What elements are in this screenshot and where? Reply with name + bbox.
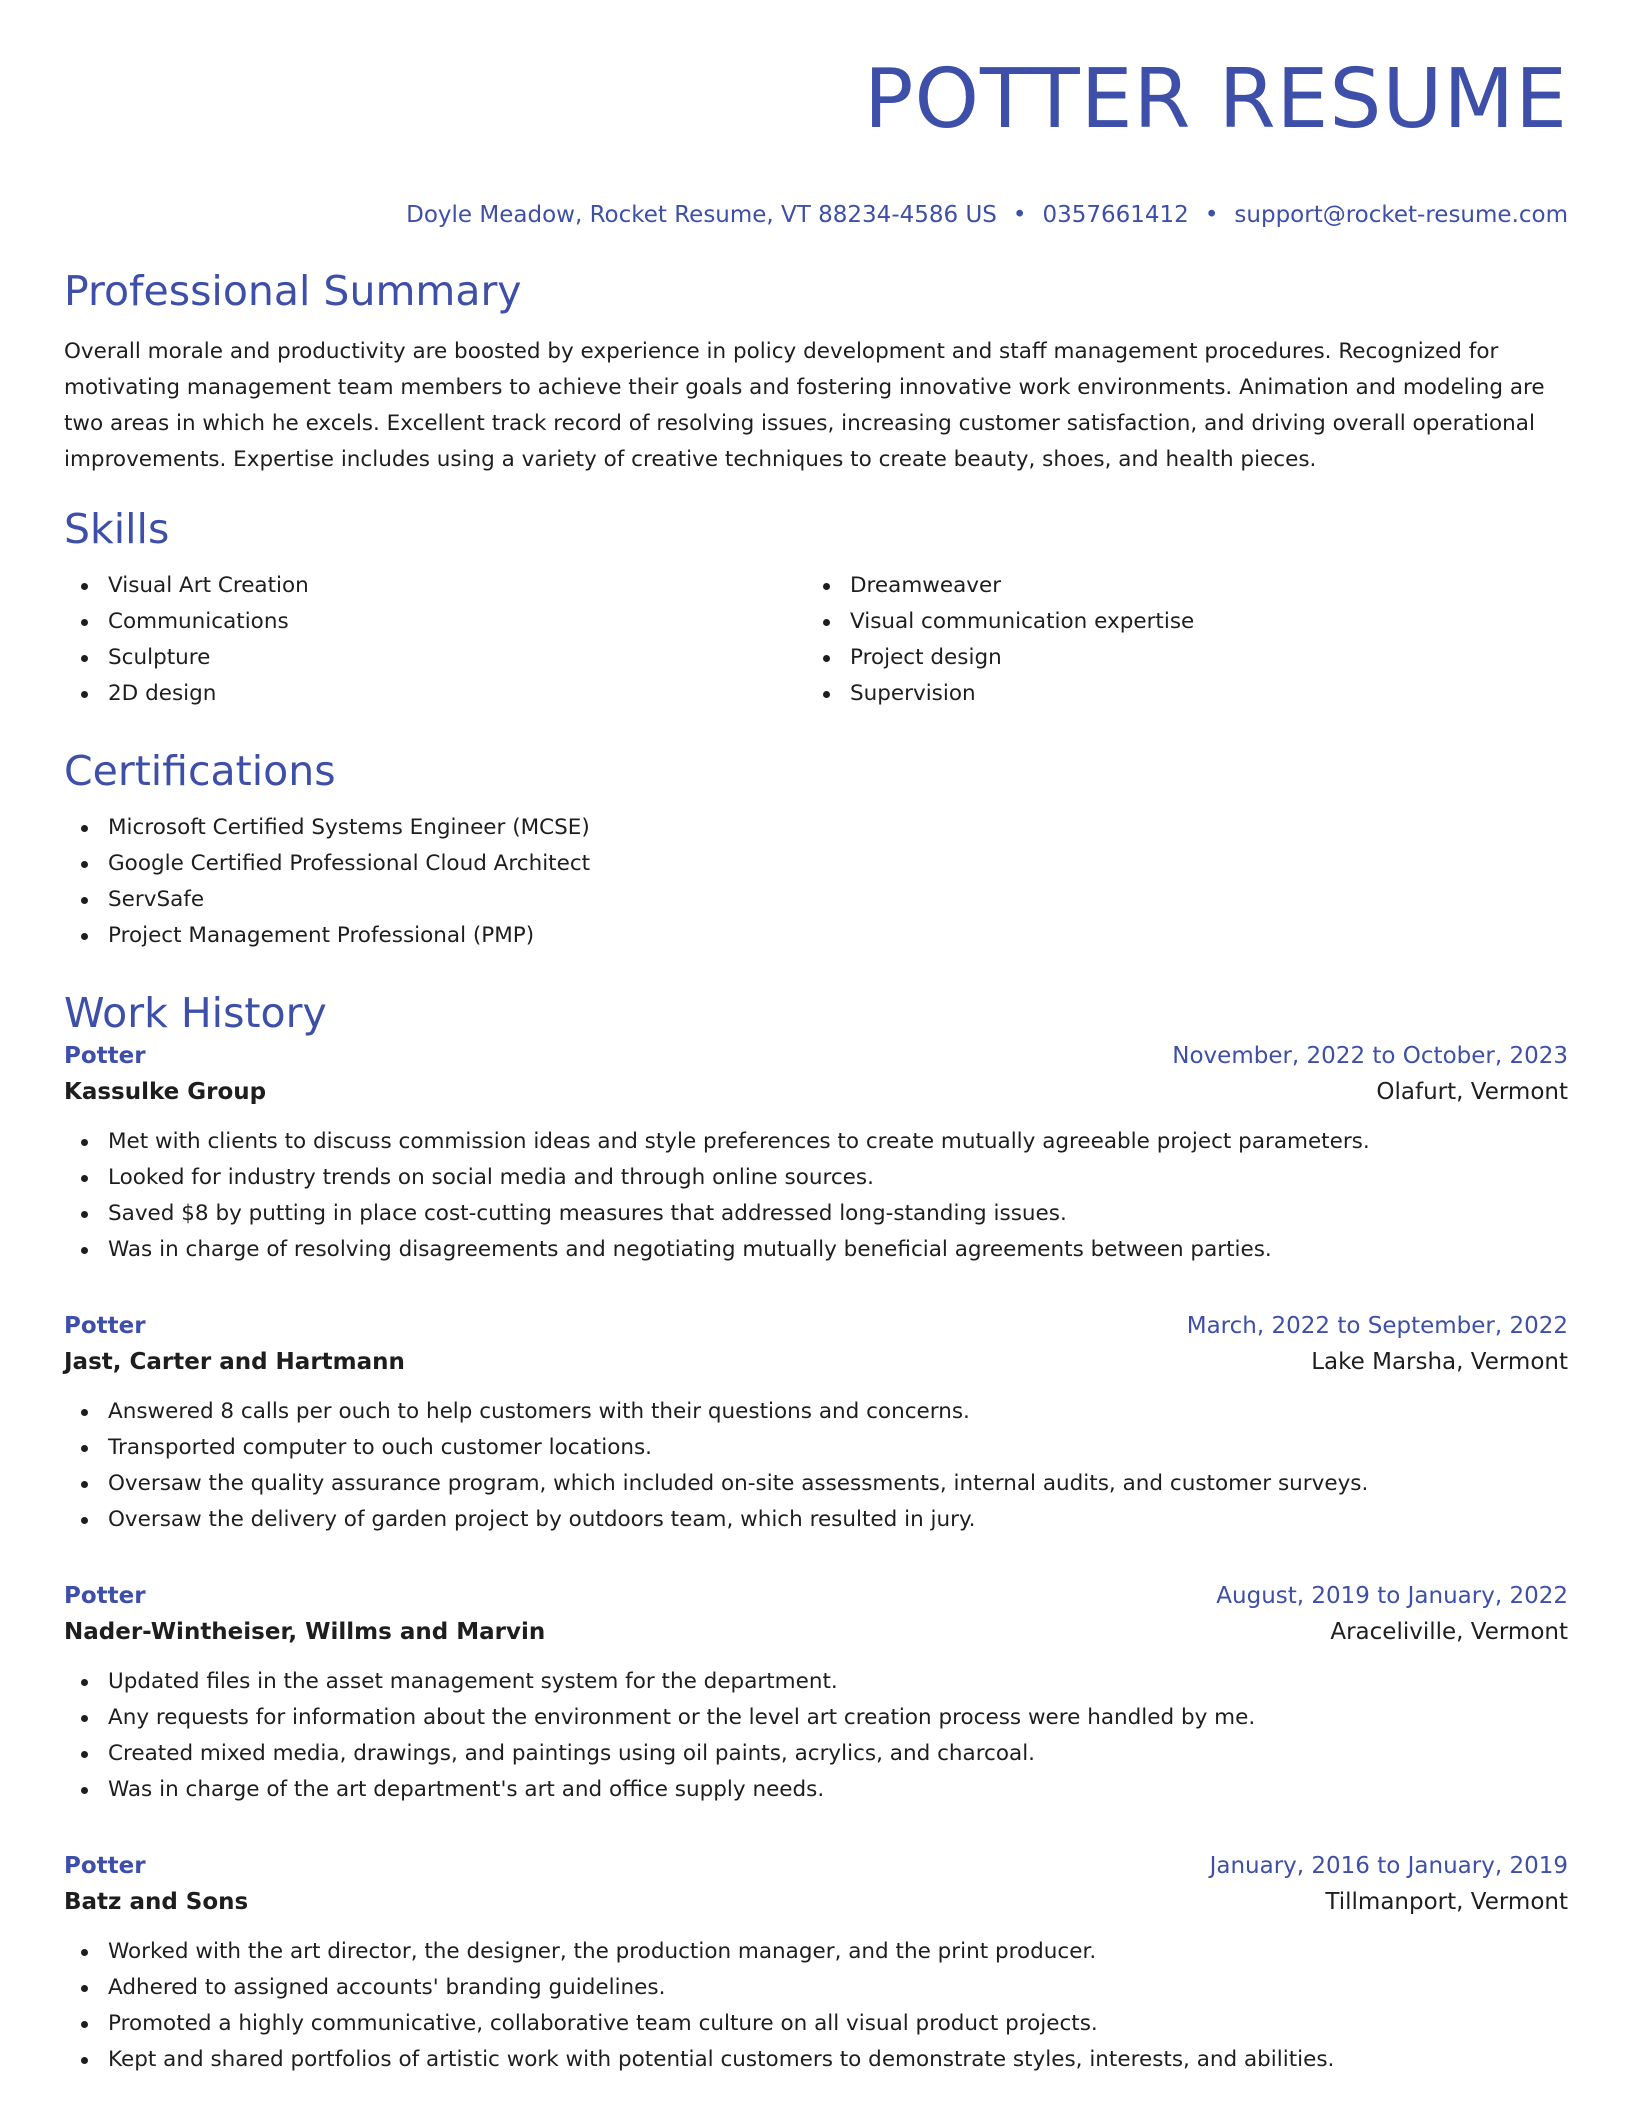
skills-list-left xyxy=(64,568,806,712)
skills-grid xyxy=(64,568,1568,712)
certification-item: Google Certified Professional Cloud Architect xyxy=(64,846,1568,882)
skills-list-right xyxy=(806,568,1548,712)
section-heading-summary: Professional Summary xyxy=(64,267,522,315)
job-title: Potter xyxy=(64,1853,146,1879)
contact-line xyxy=(64,200,1568,230)
skill-item: Supervision xyxy=(806,676,1548,712)
resume-header xyxy=(64,52,1568,230)
job-entry xyxy=(64,1038,1568,1268)
job-bullet: Was in charge of the art department's art and office supply needs. xyxy=(64,1772,1568,1808)
job-bullet: Saved $8 by putting in place cost-cutting measures that addressed long-standing issues. xyxy=(64,1196,1568,1232)
skill-item: Communications xyxy=(64,604,806,640)
contact-separator: • xyxy=(1012,202,1027,228)
job-bullets xyxy=(64,1934,1568,2078)
job-location: Araceliville, Vermont xyxy=(1330,1619,1568,1645)
job-dates: January, 2016 to January, 2019 xyxy=(1209,1853,1568,1879)
job-bullet: Adhered to assigned accounts' branding guidelines. xyxy=(64,1970,1568,2006)
contact-email: support@rocket-resume.com xyxy=(1234,202,1568,228)
job-bullet: Promoted a highly communicative, collaborative team culture on all visual product projects. xyxy=(64,2006,1568,2042)
job-entry xyxy=(64,1308,1568,1538)
job-title: Potter xyxy=(64,1313,146,1339)
section-heading-skills: Skills xyxy=(64,505,170,553)
contact-phone: 0357661412 xyxy=(1042,202,1189,228)
job-dates: August, 2019 to January, 2022 xyxy=(1216,1583,1568,1609)
job-bullet: Worked with the art director, the designer, the production manager, and the print producer. xyxy=(64,1934,1568,1970)
job-bullets xyxy=(64,1664,1568,1808)
job-location: Tillmanport, Vermont xyxy=(1325,1889,1568,1915)
professional-summary-section xyxy=(64,266,1568,478)
job-bullets xyxy=(64,1124,1568,1268)
summary-text: Overall morale and productivity are boosted by experience in policy development and staff management procedures. Recognized for motivating management team members to achieve their goals and fostering innovative work environments. Animation and modeling are two areas in which he excels. Excellent track record of resolving issues, increasing customer satisfaction, and driving overall operational improvements. Expertise includes using a variety of creative techniques to create beauty, shoes, and health pieces. xyxy=(64,339,1545,472)
skill-item: 2D design xyxy=(64,676,806,712)
job-dates: November, 2022 to October, 2023 xyxy=(1172,1043,1568,1069)
job-company: Jast, Carter and Hartmann xyxy=(64,1349,405,1375)
job-company: Nader-Wintheiser, Willms and Marvin xyxy=(64,1619,546,1645)
job-bullet: Oversaw the quality assurance program, which included on-site assessments, internal audits, and customer surveys. xyxy=(64,1466,1568,1502)
job-title: Potter xyxy=(64,1583,146,1609)
job-location: Lake Marsha, Vermont xyxy=(1311,1349,1568,1375)
job-bullet: Oversaw the delivery of garden project by outdoors team, which resulted in jury. xyxy=(64,1502,1568,1538)
contact-separator: • xyxy=(1204,202,1219,228)
certification-item: ServSafe xyxy=(64,882,1568,918)
skills-section xyxy=(64,504,1568,712)
certification-item: Microsoft Certified Systems Engineer (MCSE) xyxy=(64,810,1568,846)
job-bullet: Was in charge of resolving disagreements and negotiating mutually beneficial agreements between parties. xyxy=(64,1232,1568,1268)
skill-item: Project design xyxy=(806,640,1548,676)
job-bullet: Answered 8 calls per ouch to help customers with their questions and concerns. xyxy=(64,1394,1568,1430)
section-heading-work-history: Work History xyxy=(64,989,327,1037)
certifications-section xyxy=(64,746,1568,954)
job-company: Kassulke Group xyxy=(64,1079,267,1105)
resume-name: POTTER RESUME xyxy=(864,52,1568,147)
job-company: Batz and Sons xyxy=(64,1889,249,1915)
certifications-list xyxy=(64,810,1568,954)
work-history-section xyxy=(64,988,1568,2078)
skill-item: Sculpture xyxy=(64,640,806,676)
job-location: Olafurt, Vermont xyxy=(1376,1079,1568,1105)
job-bullet: Created mixed media, drawings, and paintings using oil paints, acrylics, and charcoal. xyxy=(64,1736,1568,1772)
job-bullet: Updated files in the asset management system for the department. xyxy=(64,1664,1568,1700)
job-dates: March, 2022 to September, 2022 xyxy=(1186,1313,1568,1339)
section-heading-certifications: Certifications xyxy=(64,747,336,795)
job-bullet: Transported computer to ouch customer locations. xyxy=(64,1430,1568,1466)
skill-item: Dreamweaver xyxy=(806,568,1548,604)
contact-address: Doyle Meadow, Rocket Resume, VT 88234-4586 US xyxy=(406,202,997,228)
job-title: Potter xyxy=(64,1043,146,1069)
job-entry xyxy=(64,1578,1568,1808)
job-bullet: Any requests for information about the environment or the level art creation process were handled by me. xyxy=(64,1700,1568,1736)
job-bullet: Looked for industry trends on social media and through online sources. xyxy=(64,1160,1568,1196)
job-bullets xyxy=(64,1394,1568,1538)
job-bullet: Met with clients to discuss commission ideas and style preferences to create mutually agreeable project parameters. xyxy=(64,1124,1568,1160)
job-bullet: Kept and shared portfolios of artistic work with potential customers to demonstrate styles, interests, and abilities. xyxy=(64,2042,1568,2078)
skill-item: Visual Art Creation xyxy=(64,568,806,604)
skill-item: Visual communication expertise xyxy=(806,604,1548,640)
certification-item: Project Management Professional (PMP) xyxy=(64,918,1568,954)
job-entry xyxy=(64,1848,1568,2078)
